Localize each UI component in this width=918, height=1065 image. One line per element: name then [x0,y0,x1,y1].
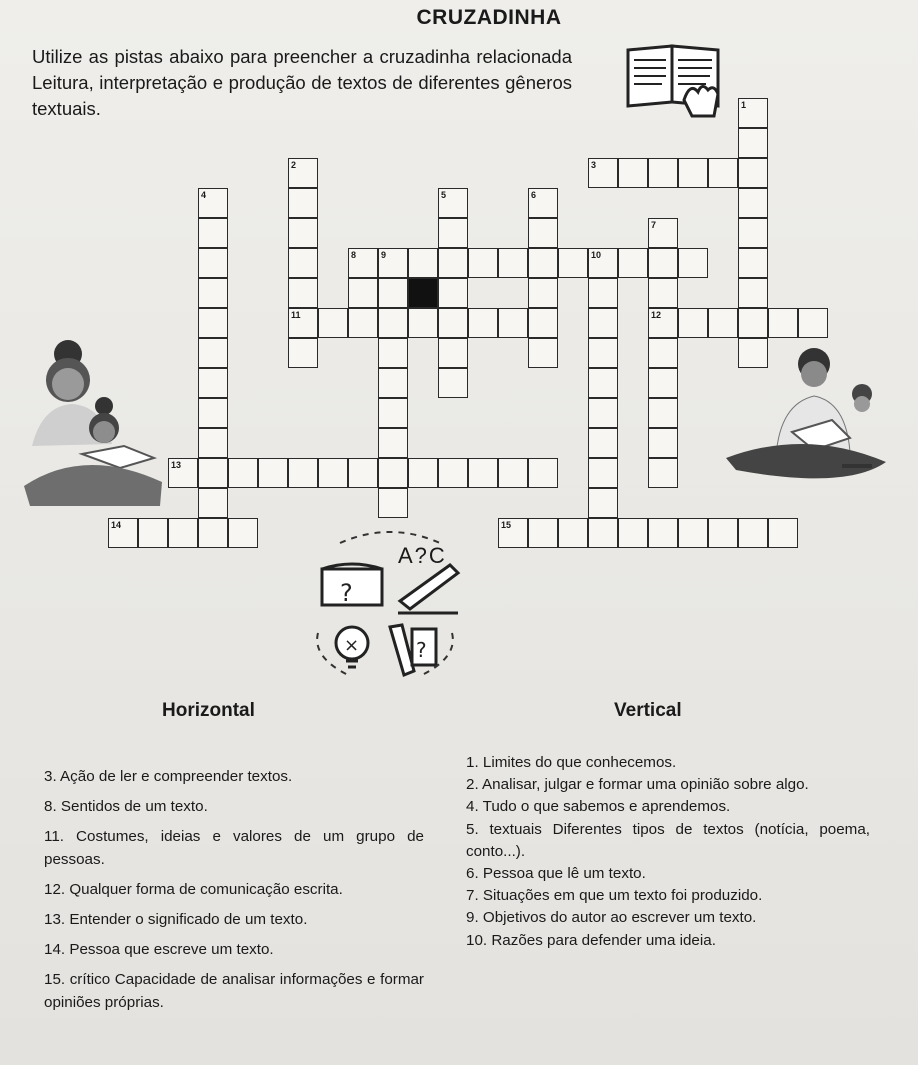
crossword-cell[interactable] [648,248,678,278]
crossword-cell[interactable] [348,308,378,338]
crossword-cell[interactable] [438,278,468,308]
crossword-cell[interactable] [528,218,558,248]
thinking-icons-illustration [300,525,480,685]
vertical-clue: 5. textuais Diferentes tipos de textos (notícia, poema, conto...). [466,820,870,860]
crossword-cell[interactable] [588,308,618,338]
horizontal-clue: 11. Costumes, ideias e valores de um grupo de pessoas. [44,828,424,868]
crossword-block-cell [408,278,438,308]
crossword-cell[interactable] [588,338,618,368]
crossword-cell[interactable] [498,458,528,488]
vertical-clue: 9. Objetivos do autor ao escrever um texto. [466,909,757,927]
clue-number-label: 1 [741,100,747,110]
crossword-cell[interactable] [198,218,228,248]
crossword-cell[interactable] [288,218,318,248]
crossword-cell[interactable] [378,428,408,458]
crossword-cell[interactable] [768,308,798,338]
crossword-cell[interactable] [588,428,618,458]
crossword-cell[interactable] [588,518,618,548]
crossword-cell[interactable] [288,188,318,218]
clue-number-label: 10 [591,250,602,260]
crossword-cell[interactable] [438,338,468,368]
crossword-cell[interactable] [408,308,438,338]
crossword-cell[interactable] [738,518,768,548]
crossword-cell[interactable] [678,308,708,338]
horizontal-clue: 8. Sentidos de um texto. [44,798,208,816]
crossword-cell[interactable] [588,368,618,398]
crossword-cell[interactable] [288,248,318,278]
crossword-cell[interactable] [408,458,438,488]
crossword-cell[interactable] [648,428,678,458]
crossword-cell[interactable] [438,458,468,488]
crossword-cell[interactable] [408,248,438,278]
crossword-cell[interactable] [288,458,318,488]
crossword-cell[interactable] [198,518,228,548]
crossword-cell[interactable] [318,308,348,338]
crossword-cell[interactable] [498,248,528,278]
vertical-clue: 1. Limites do que conhecemos. [466,754,677,771]
crossword-cell[interactable] [438,248,468,278]
crossword-cell[interactable] [138,518,168,548]
horizontal-clue: 14. Pessoa que escreve um texto. [44,941,274,959]
crossword-cell[interactable] [648,518,678,548]
crossword-cell[interactable] [348,458,378,488]
horizontal-clue: 3. Ação de ler e compreender textos. [44,768,293,785]
crossword-cell[interactable] [528,458,558,488]
horizontal-clue: 13. Entender o significado de um texto. [44,911,308,929]
crossword-cell[interactable] [438,218,468,248]
crossword-cell[interactable] [678,248,708,278]
crossword-cell[interactable] [438,308,468,338]
crossword-cell[interactable] [708,518,738,548]
crossword-cell[interactable] [738,278,768,308]
page-title: CRUZADINHA [416,6,562,29]
crossword-cell[interactable] [588,278,618,308]
svg-text:?: ? [416,638,427,662]
svg-text:×: × [344,635,360,656]
clue-number-label: 14 [111,520,122,530]
crossword-cell[interactable] [708,158,738,188]
crossword-cell[interactable] [468,458,498,488]
vertical-clue: 7. Situações em que um texto foi produzido. [466,887,763,905]
crossword-cell[interactable] [588,488,618,518]
crossword-cell[interactable] [198,368,228,398]
crossword-cell[interactable] [738,158,768,188]
clue-number-label: 4 [201,190,207,200]
puzzle-symbol: A?C [398,543,447,568]
crossword-cell[interactable] [648,368,678,398]
clue-number-label: 6 [531,190,537,200]
vertical-clue: 2. Analisar, julgar e formar uma opinião sobre algo. [466,776,809,794]
crossword-cell[interactable] [378,308,408,338]
crossword-cell[interactable] [798,308,828,338]
crossword-cell[interactable] [378,368,408,398]
clue-number-label: 8 [351,250,357,260]
crossword-cell[interactable] [528,278,558,308]
crossword-cell[interactable] [768,518,798,548]
crossword-cell[interactable] [468,248,498,278]
crossword-cell[interactable] [738,128,768,158]
vertical-clue: 4. Tudo o que sabemos e aprendemos. [466,798,731,816]
horizontal-clue: 12. Qualquer forma de comunicação escrita. [44,880,343,898]
crossword-cell[interactable] [378,338,408,368]
vertical-clue: 6. Pessoa que lê um texto. [466,865,646,883]
crossword-cell[interactable] [288,338,318,368]
crossword-cell[interactable] [738,308,768,338]
father-child-reading-illustration [722,346,892,496]
crossword-cell[interactable] [528,308,558,338]
crossword-cell[interactable] [558,518,588,548]
crossword-cell[interactable] [378,398,408,428]
crossword-cell[interactable] [288,278,318,308]
crossword-cell[interactable] [198,338,228,368]
vertical-clue: 10. Razões para defender uma ideia. [466,931,716,949]
crossword-cell[interactable] [198,278,228,308]
crossword-cell[interactable] [498,308,528,338]
crossword-cell[interactable] [648,398,678,428]
crossword-cell[interactable] [198,248,228,278]
vertical-clue-list [466,752,870,952]
crossword-cell[interactable] [528,338,558,368]
crossword-cell[interactable] [588,398,618,428]
horizontal-clue-list [44,766,424,1014]
crossword-cell[interactable] [738,188,768,218]
clue-number-label: 9 [381,250,387,260]
horizontal-heading: Horizontal [162,700,255,721]
crossword-cell[interactable] [648,158,678,188]
crossword-cell[interactable] [648,458,678,488]
crossword-cell[interactable] [618,158,648,188]
crossword-cell[interactable] [528,518,558,548]
crossword-cell[interactable] [198,398,228,428]
clue-number-label: 12 [651,310,662,320]
crossword-cell[interactable] [528,248,558,278]
crossword-cell[interactable] [198,308,228,338]
crossword-cell[interactable] [708,308,738,338]
crossword-cell[interactable] [168,518,198,548]
crossword-cell[interactable] [378,458,408,488]
crossword-cell[interactable] [258,458,288,488]
svg-text:?: ? [340,579,353,607]
crossword-cell[interactable] [198,458,228,488]
vertical-heading: Vertical [614,700,682,721]
clue-number-label: 7 [651,220,657,230]
crossword-cell[interactable] [378,488,408,518]
crossword-cell[interactable] [198,488,228,518]
open-book-icon [622,40,732,120]
instructions: Utilize as pistas abaixo para preencher a cruzadinha relacionada Leitura, interpretação e produção de textos de diferentes gêneros textuais. [32,46,572,119]
clue-number-label: 3 [591,160,597,170]
crossword-cell[interactable] [228,518,258,548]
crossword-cell[interactable] [618,248,648,278]
clue-number-label: 15 [501,520,512,530]
crossword-cell[interactable] [648,338,678,368]
crossword-cell[interactable] [348,278,378,308]
crossword-cell[interactable] [588,458,618,488]
crossword-cell[interactable] [318,458,348,488]
clue-number-label: 13 [171,460,182,470]
crossword-cell[interactable] [678,518,708,548]
horizontal-clue: 15. crítico Capacidade de analisar informações e formar opiniões próprias. [44,971,424,1011]
crossword-cell[interactable] [468,308,498,338]
crossword-cell[interactable] [228,458,258,488]
crossword-cell[interactable] [738,218,768,248]
crossword-cell[interactable] [738,248,768,278]
crossword-cell[interactable] [618,518,648,548]
crossword-cell[interactable] [438,368,468,398]
clue-number-label: 11 [291,310,301,320]
crossword-cell[interactable] [198,428,228,458]
crossword-cell[interactable] [648,278,678,308]
crossword-cell[interactable] [678,158,708,188]
clue-number-label: 5 [441,190,447,200]
clue-number-label: 2 [291,160,297,170]
mother-child-reading-illustration [24,336,164,516]
crossword-cell[interactable] [558,248,588,278]
crossword-cell[interactable] [378,278,408,308]
